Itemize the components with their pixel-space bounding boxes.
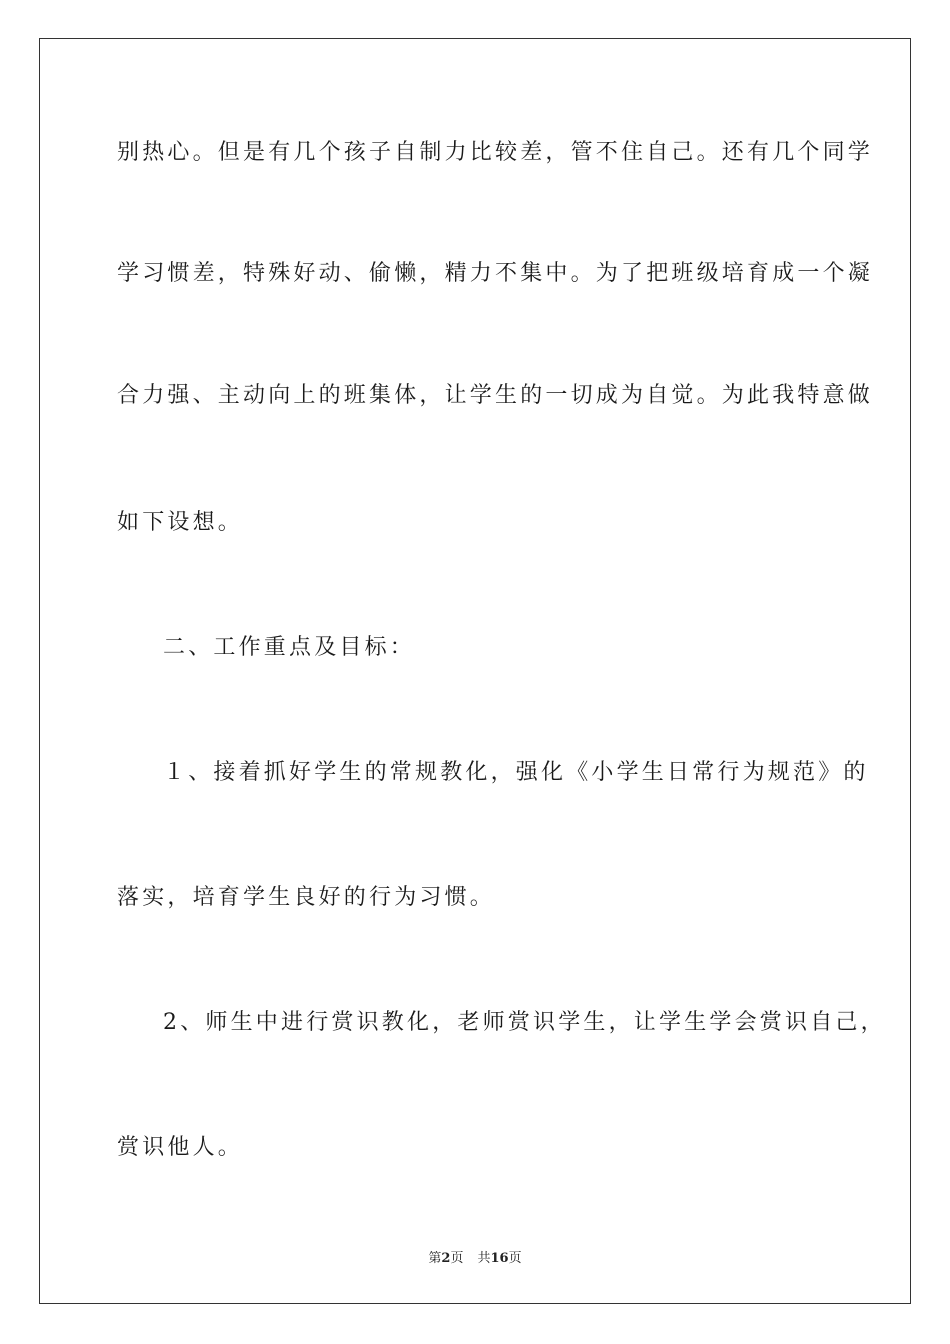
list-item-2-line-1: 2、师生中进行赏识教化，老师赏识学生，让学生学会赏识自己， [163, 1010, 886, 1035]
footer-total-pages: 16 [490, 1251, 509, 1266]
footer-page-prefix: 第 [428, 1251, 442, 1266]
section-heading: 二、工作重点及目标： [163, 635, 416, 660]
list-item-1-line-2: 落实，培育学生良好的行为习惯。 [117, 885, 496, 910]
footer-page-number: 2 [441, 1251, 451, 1266]
body-text-line-4: 如下设想。 [117, 510, 244, 535]
footer-total-prefix: 共 [477, 1251, 491, 1266]
body-text-line-2: 学习惯差，特殊好动、偷懒，精力不集中。为了把班级培育成一个凝 [117, 261, 874, 286]
page-footer [0, 1247, 950, 1266]
list-item-1-line-1: １、接着抓好学生的常规教化，强化《小学生日常行为规范》的 [163, 760, 869, 785]
page-border [39, 38, 911, 1304]
body-text-line-3: 合力强、主动向上的班集体，让学生的一切成为自觉。为此我特意做 [117, 383, 874, 408]
list-item-2-line-2: 赏识他人。 [117, 1135, 244, 1160]
footer-total-suffix: 页 [508, 1251, 522, 1266]
footer-page-suffix: 页 [450, 1251, 464, 1266]
body-text-line-1: 别热心。但是有几个孩子自制力比较差，管不住自己。还有几个同学 [117, 140, 874, 165]
